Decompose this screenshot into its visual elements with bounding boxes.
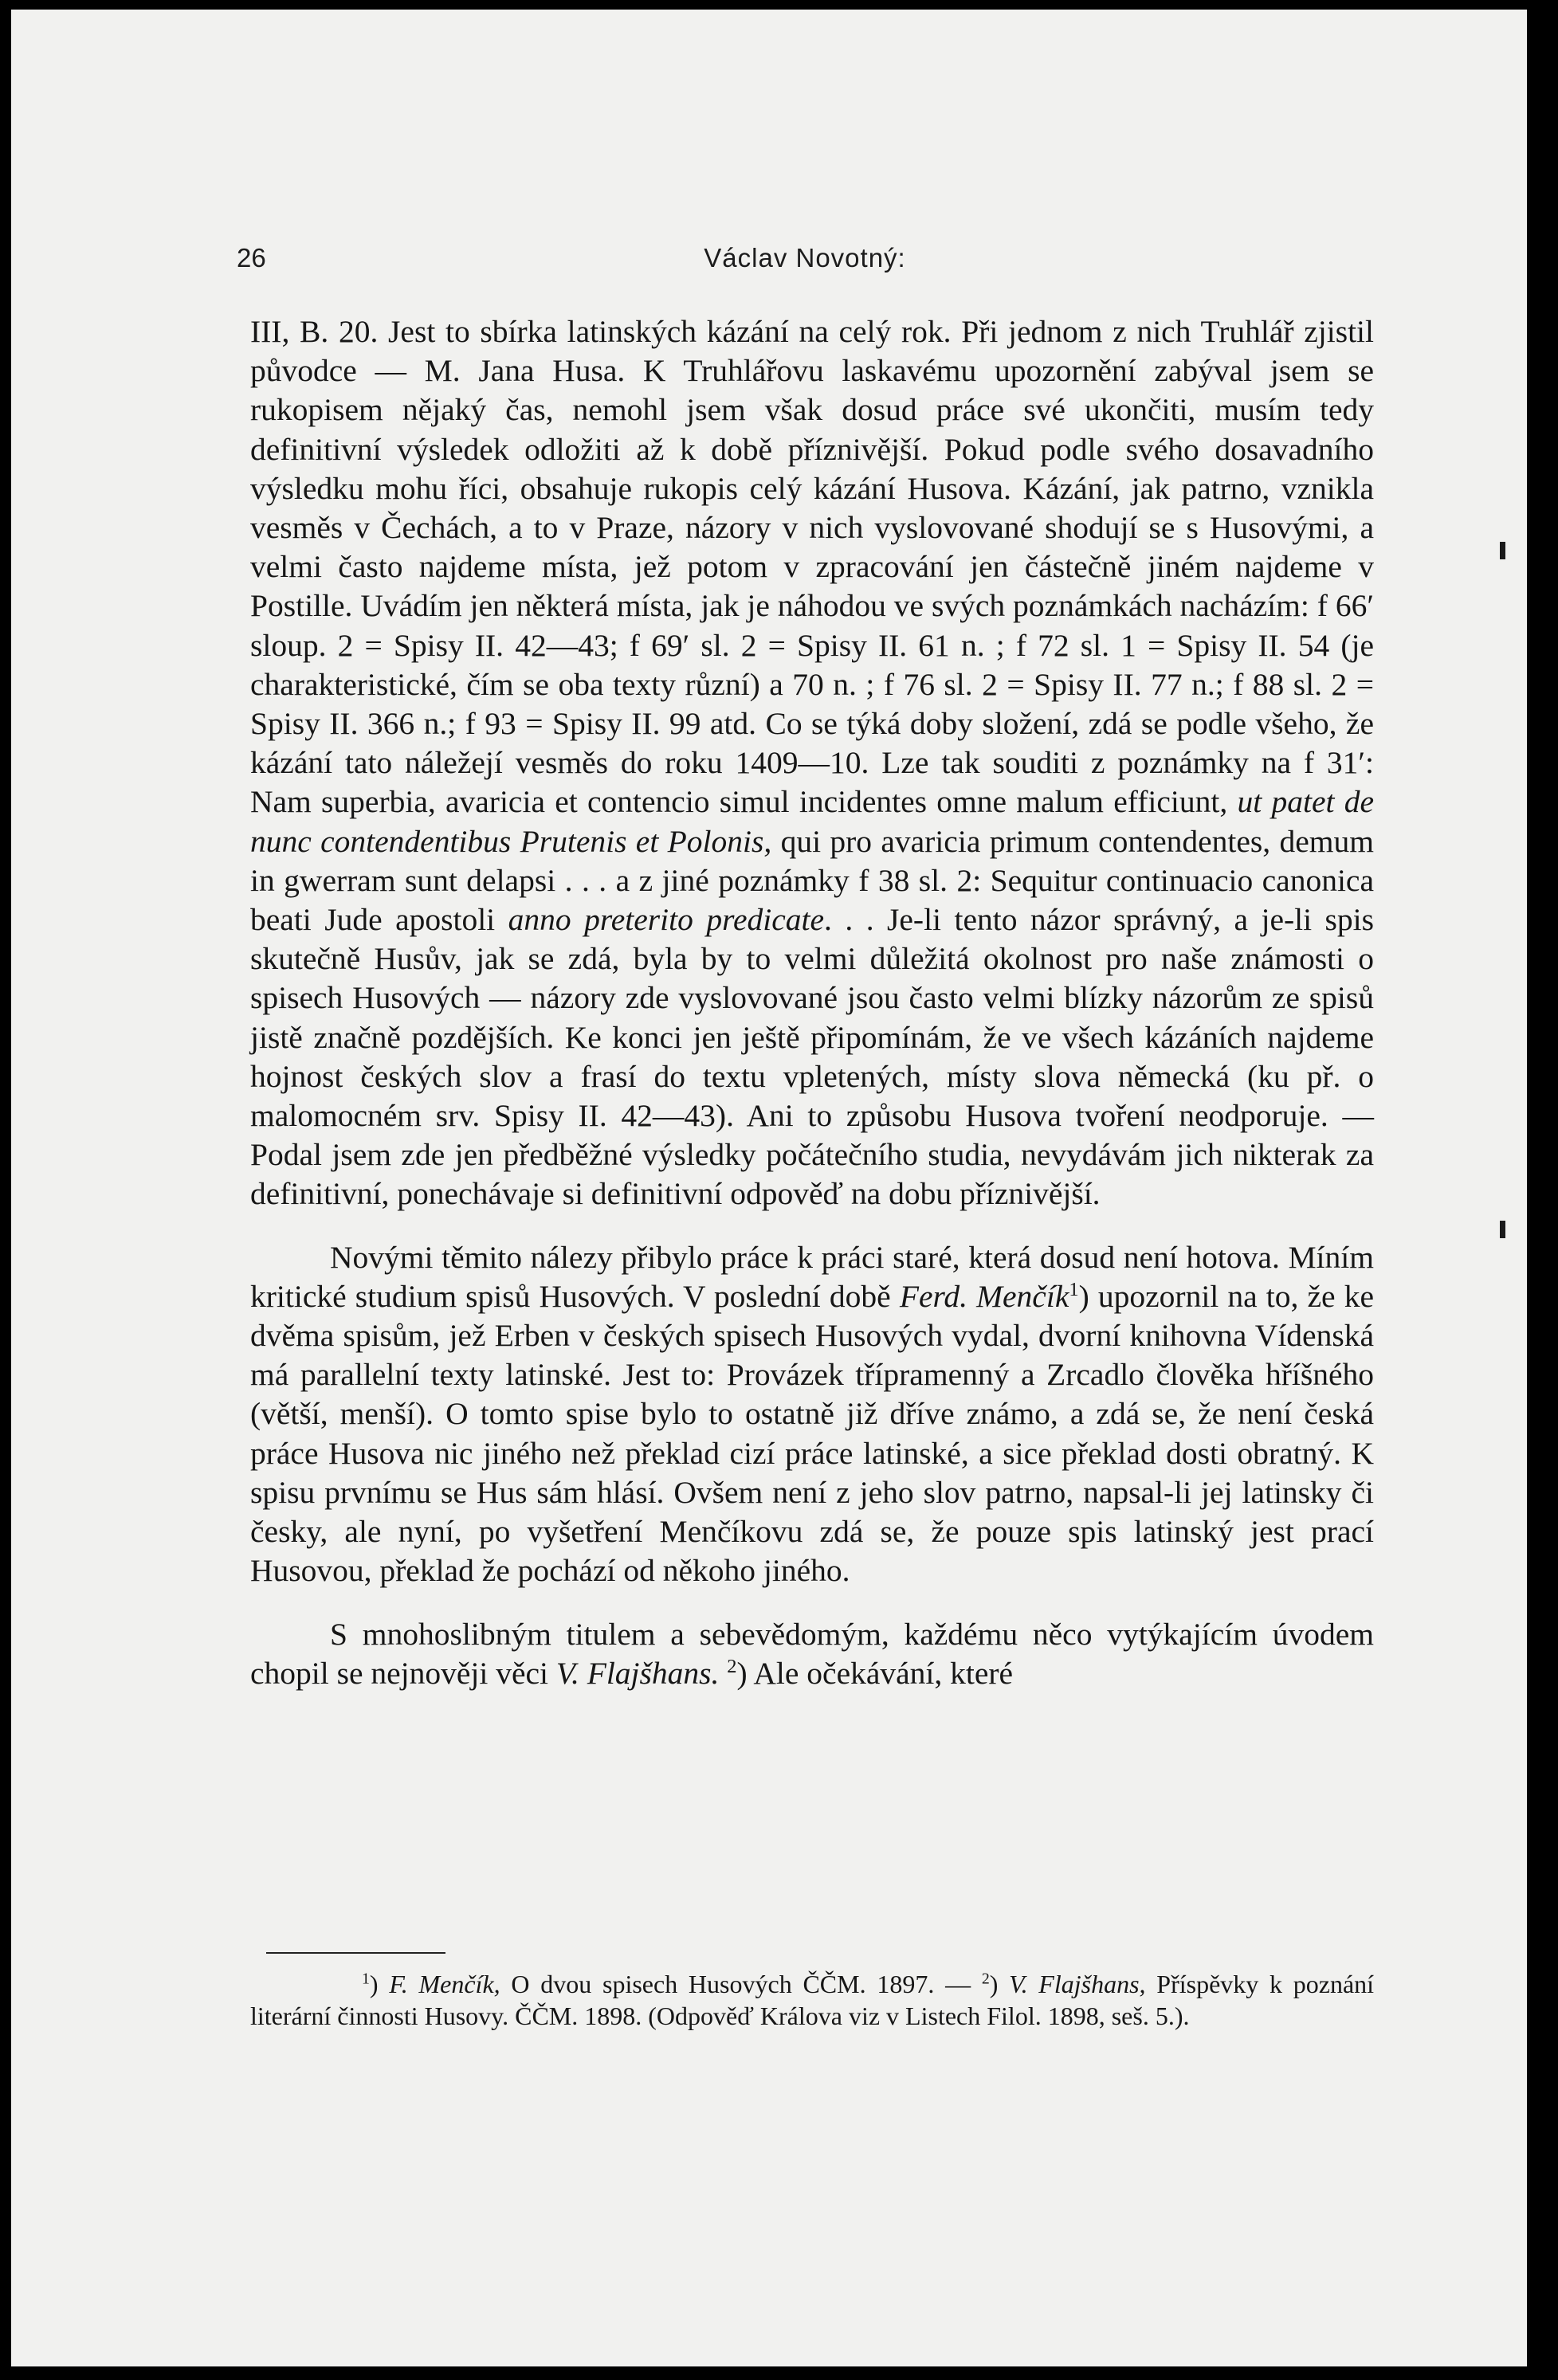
- paragraph-1-text: III, B. 20. Jest to sbírka latinských kázání na celý rok. Při jednom z nich Truhlář zjistil původce — M. Jana Husa. K Truhlářovu laskavému upozornění zabýval jsem se rukopisem nějaký čas, nemohl jsem však dosud práce své ukončiti, musím tedy definitivní výsledek odložiti až k době příznivější. Pokud podle svého dosavadního výsledku mohu říci, obsahuje rukopis celý kázání Husova. Kázání, jak patrno, vznikla vesměs v Čechách, a to v Praze, názory v nich vyslovované shodují se s Husovými, a velmi často najdeme místa, jež potom v zpracování jen částečně jiném najdeme v Postille. Uvádím jen některá místa, jak je náhodou ve svých poznámkách nacházím: f 66′ sloup. 2 = Spisy II. 42—43; f 69′ sl. 2 = Spisy II. 61 n. ; f 72 sl. 1 = Spisy II. 54 (je charakteristické, čím se oba texty různí) a 70 n. ; f 76 sl. 2 = Spisy II. 77 n.; f 88 sl. 2 = Spisy II. 366 n.; f 93 = Spisy II. 99 atd. Co se týká doby složení, zdá se podle všeho, že kázání tato náležejí vesměs do roku 1409—10. Lze tak souditi z poznámky na f 31′: Nam superbia, avaricia et contencio simul incidentes omne malum efficiunt,: [250, 314, 1374, 820]
- footnote-2-author: V. Flajšhans,: [1009, 1970, 1146, 1998]
- footnote-1-author: F. Menčík,: [389, 1970, 500, 1998]
- footnote-1-text: O dvou spisech Husových ČČM. 1897. —: [511, 1970, 971, 1998]
- paragraph-1: [250, 312, 1374, 1214]
- book-page: [11, 10, 1527, 2366]
- scan-edge-mark: [1500, 542, 1505, 559]
- footnote-block: $^1$) F. Menčík, O dvou spisech Husových ČČM. 1897. — $^2$) V. Flajšhans, Příspěvky k poznání literární činnosti Husovy. ČČM. 1898. (Odpověď Králova viz v Listech Filol. 1898, seš. 5.).: [250, 1970, 1375, 2030]
- paragraph-2-author: Ferd. Menčík: [899, 1278, 1069, 1314]
- footnote-ref-2: 2: [727, 1655, 737, 1677]
- paragraph-1-continued: qui pro avaricia primum contendentes, demum in gwerram sunt delapsi . . . a z jiné poznámky f 38 sl. 2: Sequitur continuacio canonica beati Jude apostoli: [250, 823, 1374, 938]
- paragraph-3-author: V. Flajšhans.: [555, 1655, 720, 1691]
- footnote-2-text: Příspěvky k poznání literární činnosti Husovy. ČČM. 1898. (Odpověď Králova viz v Listech Filol. 1898, seš. 5.).: [250, 1970, 1375, 2030]
- body-text: [250, 312, 1374, 1693]
- page-number: 26: [237, 243, 266, 273]
- paragraph-2-text: Novými těmito nálezy přibylo práce k práci staré, která dosud není hotova. Míním kritické studium spisů Husových. V poslední době: [250, 1239, 1374, 1314]
- running-head: [237, 243, 1373, 280]
- paragraph-2: Novými těmito nálezy přibylo práce k práci staré, která dosud není hotova. Míním kritické studium spisů Husových. V poslední době Ferd. Menčík$^1$) upozornil na to, že ke dvěma spisům, jež Erben v českých spisech Husových vydal, dvorní knihovna Vídenská má parallelní texty latinské. Jest to: Provázek třípramenný a Zrcadlo člověka hříšného (větší, menší). O tomto spise bylo to ostatně již dříve známo, a zdá se, že není česká práce Husova nic jiného než překlad cizí práce latinské, a sice překlad dosti obratný. K spisu prvnímu se Hus sám hlásí. Ovšem není z jeho slov patrno, napsal-li jej latinsky či česky, ale nyní, po vyšetření Menčíkovu zdá se, že pouze spis latinský jest prací Husovou, překlad že pochází od někoho jiného.: [250, 1239, 1374, 1589]
- footnote-marker-2: 2: [981, 1970, 990, 1988]
- paragraph-1-italic-phrase: anno preterito predicate: [508, 902, 825, 938]
- footnote-marker-1: 1: [362, 1970, 370, 1988]
- paragraph-1-end: . . . Je-li tento názor správný, a je-li spis skutečně Husův, jak se zdá, byla by to velmi důležitá okolnost pro naše známosti o spisech Husových — názory zde vyslovované jsou často velmi blízky názorům ze spisů jistě značně pozdějších. Ke konci jen ještě připomínám, že ve všech kázáních najdeme hojnost českých slov a frasí do textu vpletených, místy slova německá (ku př. o malomocném srv. Spisy II. 42—43). Ani to způsobu Husova tvoření neodporuje. — Podal jsem zde jen předběžné výsledky počátečního studia, nevydávám jich nikterak za definitivní, ponechávaje si definitivní odpověď na dobu příznivější.: [250, 902, 1375, 1212]
- paragraph-1-italic-quote: ut patet de nunc contendentibus Prutenis et Polonis,: [250, 784, 1374, 859]
- footnote-rule: [266, 1952, 445, 1954]
- footnote-ref-1: 1: [1069, 1278, 1079, 1300]
- header-title: Václav Novotný:: [704, 243, 906, 273]
- paragraph-3-text: S mnohoslibným titulem a sebevědomým, každému něco vytýkajícím úvodem chopil se nejnověji věci: [250, 1616, 1374, 1691]
- paragraph-3: S mnohoslibným titulem a sebevědomým, každému něco vytýkajícím úvodem chopil se nejnověji věci V. Flajšhans. $^2$) Ale očekávání, které: [250, 1616, 1374, 1691]
- paragraph-3-end: Ale očekávání, které: [753, 1655, 1014, 1691]
- scan-edge-mark: [1500, 1221, 1505, 1238]
- paragraph-2-end: upozornil na to, že ke dvěma spisům, jež Erben v českých spisech Husových vydal, dvorní knihovna Vídenská má parallelní texty latinské. Jest to: Provázek třípramenný a Zrcadlo člověka hříšného (větší, menší). O tomto spise bylo to ostatně již dříve známo, a zdá se, že není česká práce Husova nic jiného než překlad cizí práce latinské, a sice překlad dosti obratný. K spisu prvnímu se Hus sám hlásí. Ovšem není z jeho slov patrno, napsal-li jej latinsky či česky, ale nyní, po vyšetření Menčíkovu zdá se, že pouze spis latinský jest prací Husovou, překlad že pochází od někoho jiného.: [250, 1278, 1374, 1589]
- footnotes: [250, 1968, 1374, 2032]
